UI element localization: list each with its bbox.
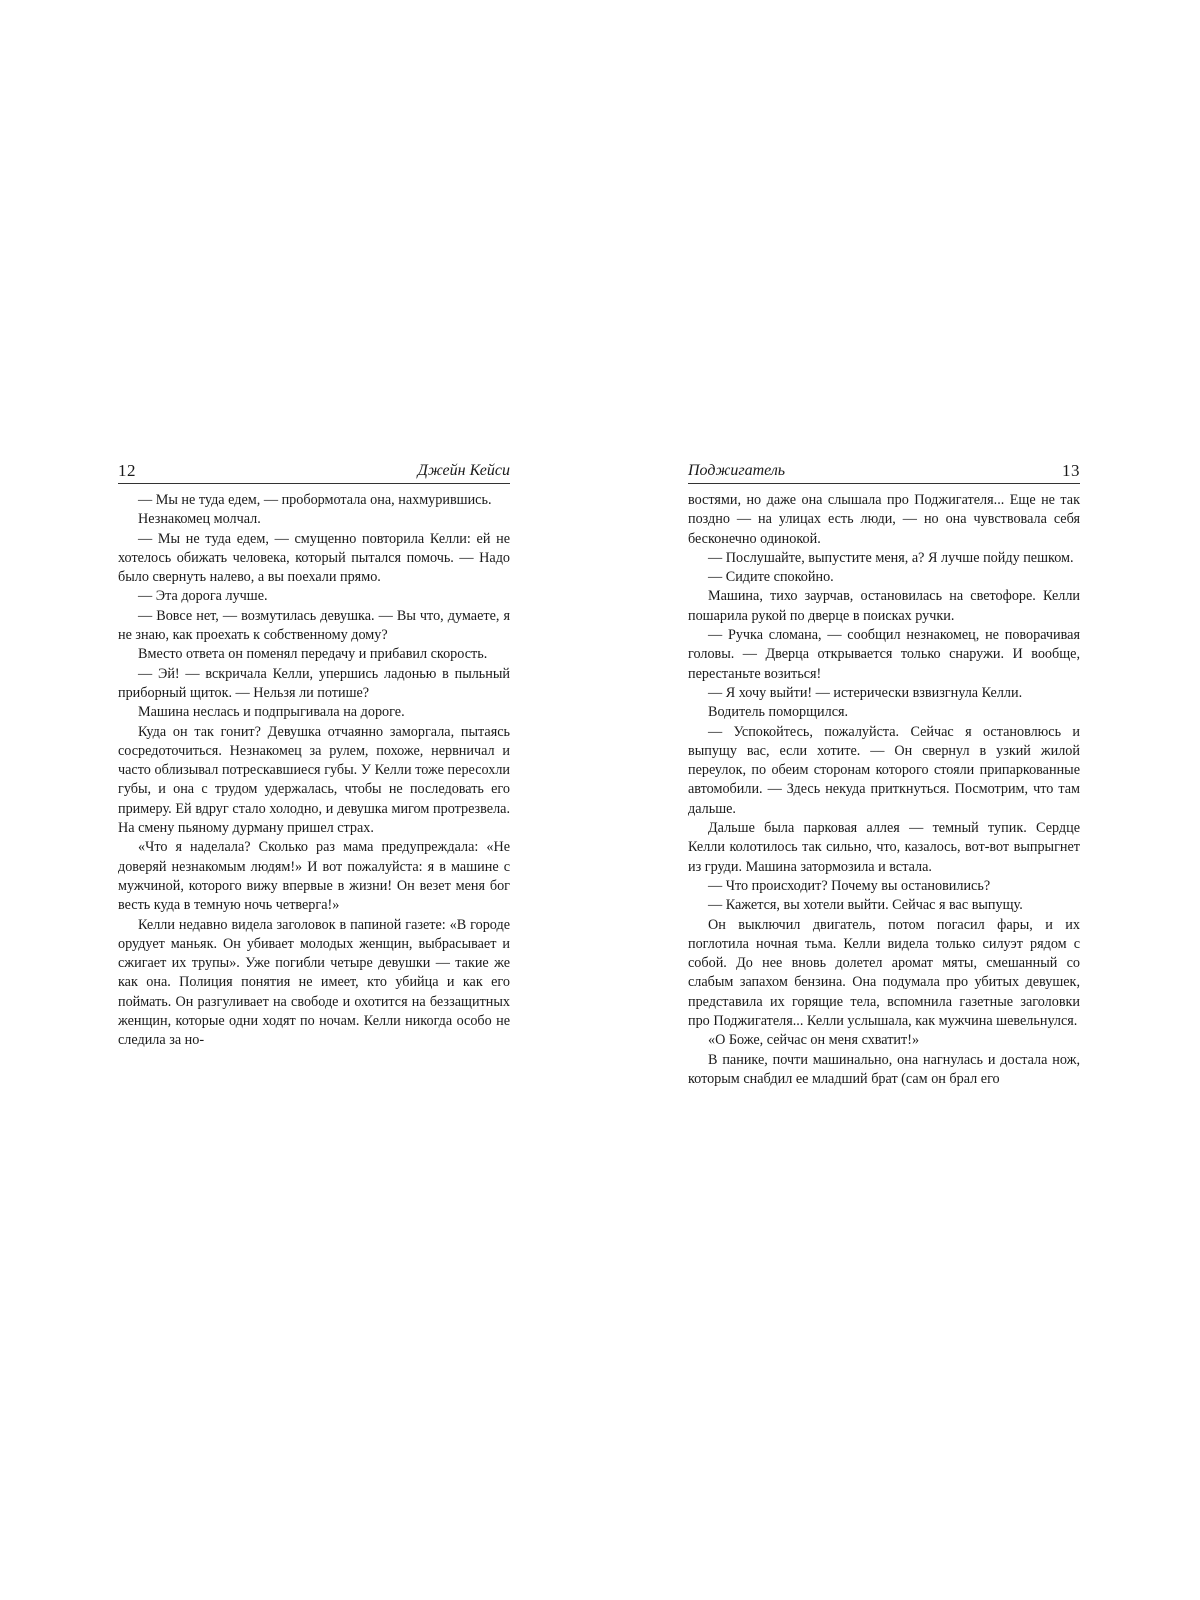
paragraph: — Кажется, вы хотели выйти. Сейчас я вас выпущу. <box>708 897 1023 914</box>
left-running-head <box>118 455 510 484</box>
paragraph: Водитель поморщился. <box>708 704 849 721</box>
paragraph: «Что я наделала? Сколько раз мама предупреждала: «Не доверяй незнакомым людям!» И вот пожалуйста: я в машине с мужчиной, которого вижу впервые в жизни! Он везет меня бог весть куда в темную ночь четверга!» <box>118 839 510 914</box>
paragraph: Келли недавно видела заголовок в папиной газете: «В городе орудует маньяк. Он убивает молодых женщин, выбрасывает и сжигает их трупы». Уже погибли четыре девушки — такие же как она. Полиция понятия не имеет, кто убийца и как его поймать. Он разгуливает на свободе и охотится на беззащитных женщин, которые одни ходят по ночам. Келли никогда особо не следила за но- <box>118 916 510 1049</box>
paragraph: — Я хочу выйти! — истерически взвизгнула Келли. <box>708 684 1023 701</box>
paragraph: — Вовсе нет, — возмутилась девушка. — Вы что, думаете, я не знаю, как проехать к собственному дому? <box>118 607 510 644</box>
right-running-title: Поджигатель <box>688 462 786 479</box>
right-page-number: 13 <box>1062 461 1080 480</box>
paragraph: — Мы не туда едем, — пробормотала она, нахмурившись. <box>138 492 492 508</box>
right-body-text <box>688 491 1080 1089</box>
paragraph: — Ручка сломана, — сообщил незнакомец, не поворачивая головы. — Дверца открывается только снаружи. И вообще, перестаньте возиться! <box>688 627 1080 682</box>
paragraph: — Что происходит? Почему вы остановились? <box>708 877 991 894</box>
paragraph: — Успокойтесь, пожалуйста. Сейчас я остановлюсь и выпущу вас, если хотите. — Он свернул в узкий жилой переулок, по обеим сторонам которого стояли припаркованные автомобили. — Здесь некуда приткнуться. Посмотрим, что там дальше. <box>688 723 1080 817</box>
paragraph: Дальше была парковая аллея — темный тупик. Сердце Келли колотилось так сильно, что, казалось, вот-вот выпрыгнет из груди. Машина затормозила и встала. <box>688 820 1080 875</box>
paragraph: — Сидите спокойно. <box>708 569 834 586</box>
paragraph: — Мы не туда едем, — смущенно повторила Келли: ей не хотелось обижать человека, который пытался помочь. — Надо было свернуть налево, а вы поехали прямо. <box>118 530 510 586</box>
paragraph: Он выключил двигатель, потом погасил фары, и их поглотила ночная тьма. Келли видела только силуэт рядом с собой. До нее вновь долетел аромат мяты, смешанный со слабым запахом бензина. Она подумала про убитых девушек, представила их горящие тела, вспомнила газетные заголовки про Поджигателя... Келли услышала, как мужчина шевельнулся. <box>688 916 1080 1030</box>
paragraph: Машина неслась и подпрыгивала на дороге. <box>138 704 405 721</box>
paragraph: «О Боже, сейчас он меня схватит!» <box>708 1032 920 1049</box>
paragraph: Машина, тихо заурчав, остановилась на светофоре. Келли пошарила рукой по дверце в поисках ручки. <box>688 588 1080 624</box>
paragraph: Незнакомец молчал. <box>138 511 261 528</box>
left-running-title: Джейн Кейси <box>417 462 510 479</box>
paragraph: В панике, почти машинально, она нагнулась и достала нож, которым снабдил ее младший брат (сам он брал его <box>688 1051 1080 1087</box>
paragraph: — Послушайте, выпустите меня, а? Я лучше пойду пешком. <box>708 549 1074 566</box>
paragraph: Куда он так гонит? Девушка отчаянно заморгала, пытаясь сосредоточиться. Незнакомец за рулем, похоже, нервничал и часто облизывал потрескавшиеся губы. У Келли тоже пересохли губы, и она с трудом удержалась, чтобы не последовать его примеру. Ей вдруг стало холодно, и девушка мигом протрезвела. На смену пьяному дурману пришел страх. <box>118 723 510 837</box>
left-page <box>118 455 510 1051</box>
right-page <box>688 455 1080 1089</box>
paragraph: — Эта дорога лучше. <box>138 588 268 605</box>
left-page-number: 12 <box>118 461 136 480</box>
paragraph: — Эй! — вскричала Келли, упершись ладонью в пыльный приборный щиток. — Нельзя ли потише? <box>118 665 510 701</box>
right-running-head <box>688 455 1080 484</box>
continuation-paragraph: востями, но даже она слышала про Поджигателя... Еще не так поздно — на улицах есть люди, — но она чувствовала себя бесконечно одинокой. <box>688 492 1080 547</box>
paragraph: Вместо ответа он поменял передачу и прибавил скорость. <box>138 646 488 663</box>
left-body-text <box>118 491 510 1051</box>
